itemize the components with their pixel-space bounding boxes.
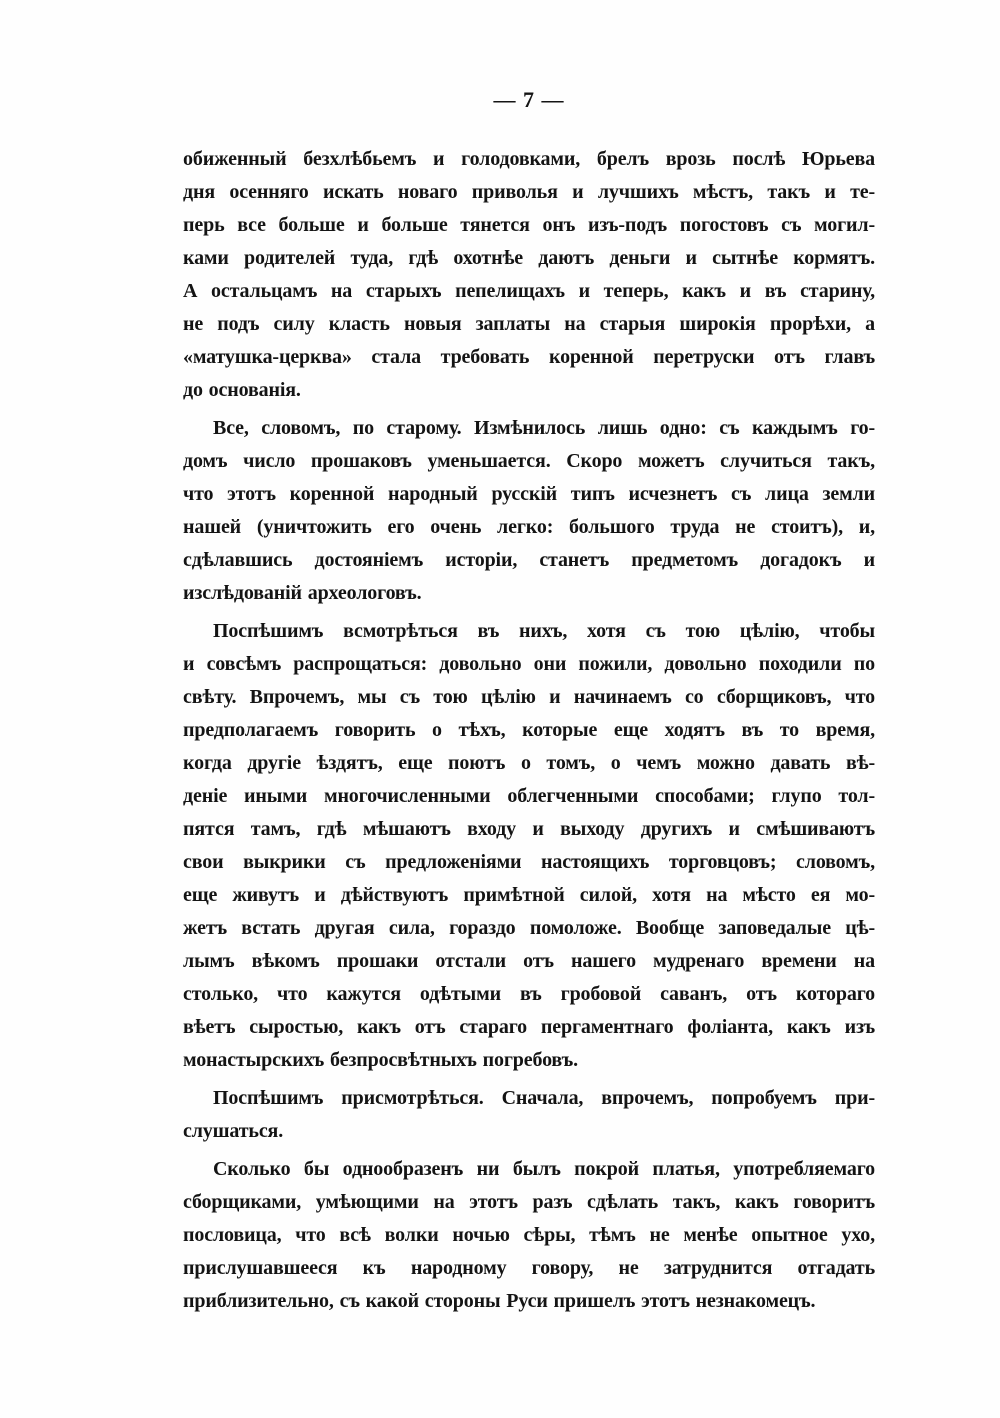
text-line: «матушка-церква» стала требовать коренной перетруски отъ главъ <box>183 346 875 368</box>
text-line: перь все больше и больше тянется онъ изъ-подъ погостовъ съ могил- <box>183 214 875 236</box>
text-line: еще живутъ и дѣйствуютъ примѣтной силой, хотя на мѣсто ея мо- <box>183 884 875 906</box>
text-line: до основанія. <box>183 379 301 401</box>
text-line: сдѣлавшись достояніемъ исторіи, станетъ предметомъ догадокъ и <box>183 549 875 571</box>
text-line: предполагаемъ говорить о тѣхъ, которые еще ходятъ въ то время, <box>183 719 875 741</box>
text-line: пятся тамъ, гдѣ мѣшаютъ входу и выходу другихъ и смѣшиваютъ <box>183 818 875 840</box>
text-line: Сколько бы однообразенъ ни былъ покрой платья, употребляемаго <box>213 1158 875 1180</box>
text-line: свѣту. Впрочемъ, мы съ тою цѣлію и начинаемъ со сборщиковъ, что <box>183 686 875 708</box>
text-line: вѣетъ сыростью, какъ отъ стараго пергаментнаго фоліанта, какъ изъ <box>183 1016 875 1038</box>
text-line: нашей (уничтожить его очень легко: большого труда не стоитъ), и, <box>183 516 875 538</box>
text-line: домъ число прошаковъ уменьшается. Скоро можетъ случиться такъ, <box>183 450 875 472</box>
paragraph <box>183 143 875 407</box>
paragraph <box>183 615 875 1077</box>
text-line: прислушавшееся къ народному говору, не затруднится отгадать <box>183 1257 875 1279</box>
text-line: свои выкрики съ предложеніями настоящихъ торговцовъ; словомъ, <box>183 851 875 873</box>
text-line: и совсѣмъ распрощаться: довольно они пожили, довольно походили по <box>183 653 875 675</box>
text-line: обиженный безхлѣбьемъ и голодовками, брелъ врозь послѣ Юрьева <box>183 148 875 170</box>
text-line: монастырскихъ безпросвѣтныхъ погребовъ. <box>183 1049 578 1071</box>
text-line: слушаться. <box>183 1120 284 1142</box>
page-number: — 7 — <box>493 87 565 112</box>
text-line: столько, что кажутся одѣтыми въ гробовой саванъ, отъ котораго <box>183 983 875 1005</box>
text-line: жетъ встать другая сила, гораздо помоложе. Вообще заповедалые цѣ- <box>183 917 875 939</box>
body-text <box>183 143 875 1318</box>
paragraph <box>183 1153 875 1318</box>
text-line: лымъ вѣкомъ прошаки отстали отъ нашего мудренаго времени на <box>183 950 875 972</box>
text-line: когда другіе ѣздятъ, еще поютъ о томъ, о чемъ можно давать вѣ- <box>183 752 875 774</box>
paragraph <box>183 1082 875 1148</box>
text-line: Поспѣшимъ присмотрѣться. Сначала, впрочемъ, попробуемъ при- <box>213 1087 875 1109</box>
text-line: изслѣдованій археологовъ. <box>183 582 422 604</box>
text-line: сборщиками, умѣющими на этотъ разъ сдѣлать такъ, какъ говоритъ <box>183 1191 875 1213</box>
text-line: Поспѣшимъ всмотрѣться въ нихъ, хотя съ тою цѣлію, чтобы <box>213 620 875 642</box>
text-line: не подъ силу класть новыя заплаты на старыя широкія прорѣхи, а <box>183 313 875 335</box>
text-line: приблизительно, съ какой стороны Руси пришелъ этотъ незнакомецъ. <box>183 1290 816 1312</box>
text-line: что этотъ коренной народный русскій типъ исчезнетъ съ лица земли <box>183 483 875 505</box>
text-line: пословица, что всѣ волки ночью сѣры, тѣмъ не менѣе опытное ухо, <box>183 1224 875 1246</box>
text-line: А остальцамъ на старыхъ пепелищахъ и теперь, какъ и въ старину, <box>183 280 875 302</box>
text-line: деніе иными многочисленными облегченными способами; глупо тол- <box>183 785 875 807</box>
paragraph <box>183 412 875 610</box>
text-line: дня осенняго искать новаго приволья и лучшихъ мѣстъ, такъ и те- <box>183 181 875 203</box>
text-line: Все, словомъ, по старому. Измѣнилось лишь одно: съ каждымъ го- <box>213 417 875 439</box>
text-line: ками родителей туда, гдѣ охотнѣе даютъ деньги и сытнѣе кормятъ. <box>183 247 875 269</box>
